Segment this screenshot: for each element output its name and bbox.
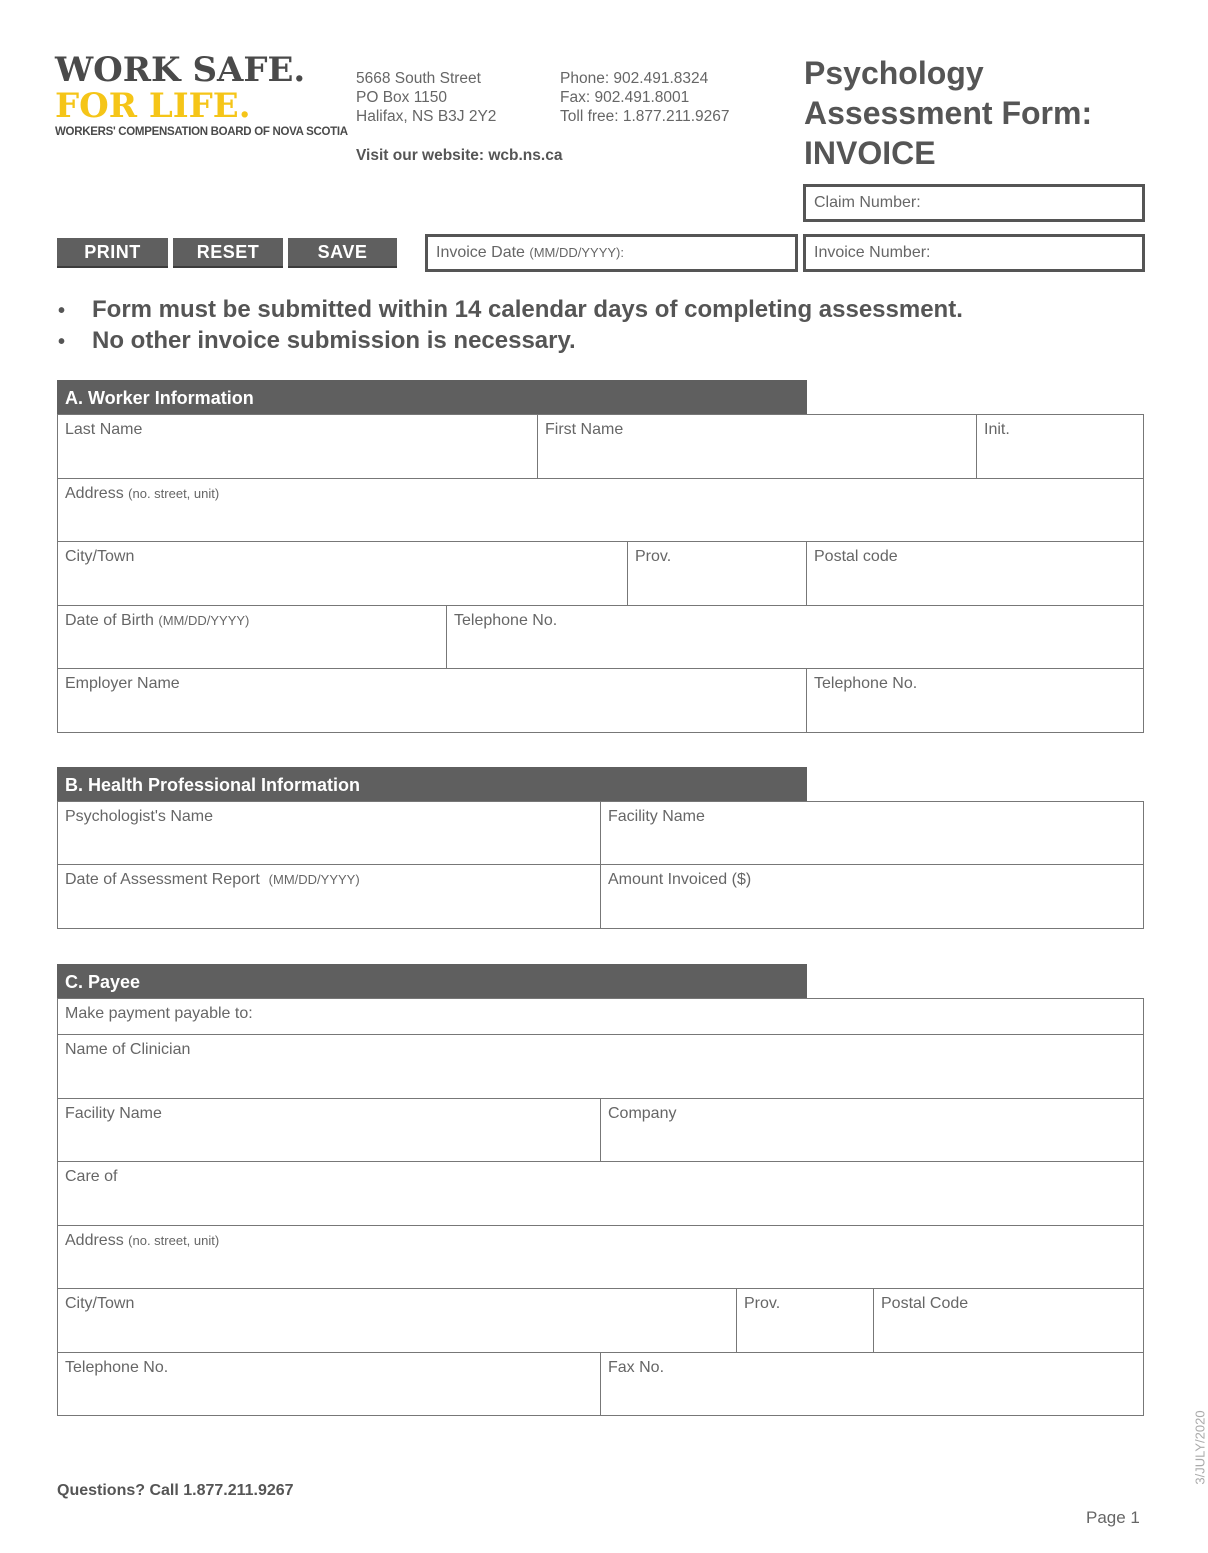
payee-facility-field[interactable] — [58, 1099, 600, 1161]
payee-city-label: City/Town — [65, 1295, 135, 1312]
payee-prov-label: Prov. — [744, 1295, 781, 1312]
address-pobox: PO Box 1150 — [356, 89, 448, 106]
assessment-date-format: (MM/DD/YYYY) — [268, 872, 360, 887]
worker-prov-field[interactable] — [627, 542, 806, 605]
clinician-name-field[interactable] — [58, 1035, 1143, 1098]
logo-line-1: WORK SAFE. — [55, 50, 306, 90]
first-name-label: First Name — [545, 421, 624, 438]
dob-label-text: Date of Birth — [65, 612, 154, 629]
psychologist-name-field[interactable] — [58, 802, 600, 864]
payee-address-label — [65, 1232, 219, 1250]
tollfree-number: Toll free: 1.877.211.9267 — [560, 108, 730, 125]
payee-company-field[interactable] — [600, 1099, 1143, 1161]
notice-1-text: Form must be submitted within 14 calendar days of completing assessment. — [92, 296, 963, 323]
questions-phone: Questions? Call 1.877.211.9267 — [57, 1482, 294, 1499]
worker-city-field[interactable] — [58, 542, 627, 605]
assessment-date-text: Date of Assessment Report — [65, 871, 260, 888]
address-label — [65, 485, 219, 503]
save-button[interactable]: SAVE — [288, 238, 397, 268]
notice-2-text: No other invoice submission is necessary. — [92, 327, 576, 354]
claim-number-field[interactable] — [803, 184, 1145, 222]
payee-telephone-label: Telephone No. — [65, 1359, 169, 1376]
payee-prov-field[interactable] — [736, 1289, 873, 1352]
payee-facility-label: Facility Name — [65, 1105, 162, 1122]
payee-address-field[interactable] — [58, 1226, 1143, 1288]
page-number: Page 1 — [1086, 1508, 1140, 1527]
care-of-label: Care of — [65, 1168, 118, 1185]
title-line-2: Assessment Form: — [804, 95, 1093, 131]
clinician-label: Name of Clinician — [65, 1041, 191, 1058]
bullet-icon: • — [58, 300, 66, 322]
worker-initial-field[interactable] — [976, 415, 1143, 478]
mailing-address — [356, 69, 496, 126]
worker-last-name-field[interactable] — [58, 415, 537, 478]
worker-telephone-field[interactable] — [446, 606, 1143, 668]
invoice-date-text: Invoice Date — [436, 244, 525, 261]
payee-postal-field[interactable] — [873, 1289, 1143, 1352]
payee-address-hint: (no. street, unit) — [128, 1233, 220, 1248]
logo-org-name: WORKERS' COMPENSATION BOARD OF NOVA SCOTIA — [55, 126, 348, 138]
amount-label: Amount Invoiced ($) — [608, 871, 752, 888]
telephone-label: Telephone No. — [454, 612, 558, 629]
payee-telephone-field[interactable] — [58, 1353, 600, 1415]
payee-fax-label: Fax No. — [608, 1359, 665, 1376]
care-of-field[interactable] — [58, 1162, 1143, 1225]
section-a-header: A. Worker Information — [57, 380, 807, 414]
logo-line-2: FOR LIFE. — [55, 86, 251, 126]
section-a-grid — [57, 414, 1144, 733]
address-city: Halifax, NS B3J 2Y2 — [356, 108, 497, 125]
payable-to-row — [58, 999, 1143, 1034]
payee-postal-label: Postal Code — [881, 1295, 969, 1312]
invoice-number-field[interactable] — [803, 234, 1145, 272]
address-street: 5668 South Street — [356, 70, 481, 87]
employer-telephone-field[interactable] — [806, 669, 1143, 732]
amount-invoiced-field[interactable] — [600, 865, 1143, 928]
last-name-label: Last Name — [65, 421, 143, 438]
city-label: City/Town — [65, 548, 135, 565]
version-date: 3/JULY/2020 — [1192, 1410, 1208, 1485]
website-link[interactable]: Visit our website: wcb.ns.ca — [356, 147, 563, 164]
assessment-date-field[interactable] — [58, 865, 600, 928]
facility-name-field[interactable] — [600, 802, 1143, 864]
contact-numbers — [560, 69, 729, 126]
section-c-grid — [57, 998, 1144, 1416]
address-label-text: Address — [65, 485, 124, 502]
section-c-header: C. Payee — [57, 964, 807, 998]
notice-1 — [58, 296, 963, 324]
invoice-date-field[interactable] — [425, 234, 798, 272]
reset-button[interactable]: RESET — [173, 238, 283, 268]
dob-label — [65, 612, 249, 630]
employer-label: Employer Name — [65, 675, 180, 692]
payee-fax-field[interactable] — [600, 1353, 1143, 1415]
assessment-date-label — [65, 871, 360, 889]
payable-label: Make payment payable to: — [65, 1005, 253, 1022]
facility-label: Facility Name — [608, 808, 705, 825]
title-line-1: Psychology — [804, 55, 984, 91]
invoice-number-label: Invoice Number: — [814, 244, 931, 261]
employer-name-field[interactable] — [58, 669, 806, 732]
address-hint: (no. street, unit) — [128, 486, 220, 501]
worker-first-name-field[interactable] — [537, 415, 976, 478]
employer-telephone-label: Telephone No. — [814, 675, 918, 692]
fax-number: Fax: 902.491.8001 — [560, 89, 690, 106]
dob-format: (MM/DD/YYYY) — [158, 613, 250, 628]
worker-dob-field[interactable] — [58, 606, 446, 668]
notice-2 — [58, 327, 576, 355]
print-button[interactable]: PRINT — [57, 238, 168, 268]
claim-number-label: Claim Number: — [814, 194, 921, 211]
form-title — [804, 53, 1092, 173]
worker-postal-field[interactable] — [806, 542, 1143, 605]
phone-number: Phone: 902.491.8324 — [560, 70, 709, 87]
title-line-3: INVOICE — [804, 135, 936, 171]
section-b-grid — [57, 801, 1144, 929]
init-label: Init. — [984, 421, 1010, 438]
postal-label: Postal code — [814, 548, 898, 565]
company-label: Company — [608, 1105, 677, 1122]
payee-city-field[interactable] — [58, 1289, 736, 1352]
payee-address-text: Address — [65, 1232, 124, 1249]
section-b-header: B. Health Professional Information — [57, 767, 807, 801]
prov-label: Prov. — [635, 548, 672, 565]
invoice-date-format: (MM/DD/YYYY): — [529, 245, 625, 260]
psychologist-label: Psychologist's Name — [65, 808, 213, 825]
worker-address-field[interactable] — [58, 479, 1143, 541]
invoice-date-label — [436, 244, 624, 262]
bullet-icon: • — [58, 331, 66, 353]
